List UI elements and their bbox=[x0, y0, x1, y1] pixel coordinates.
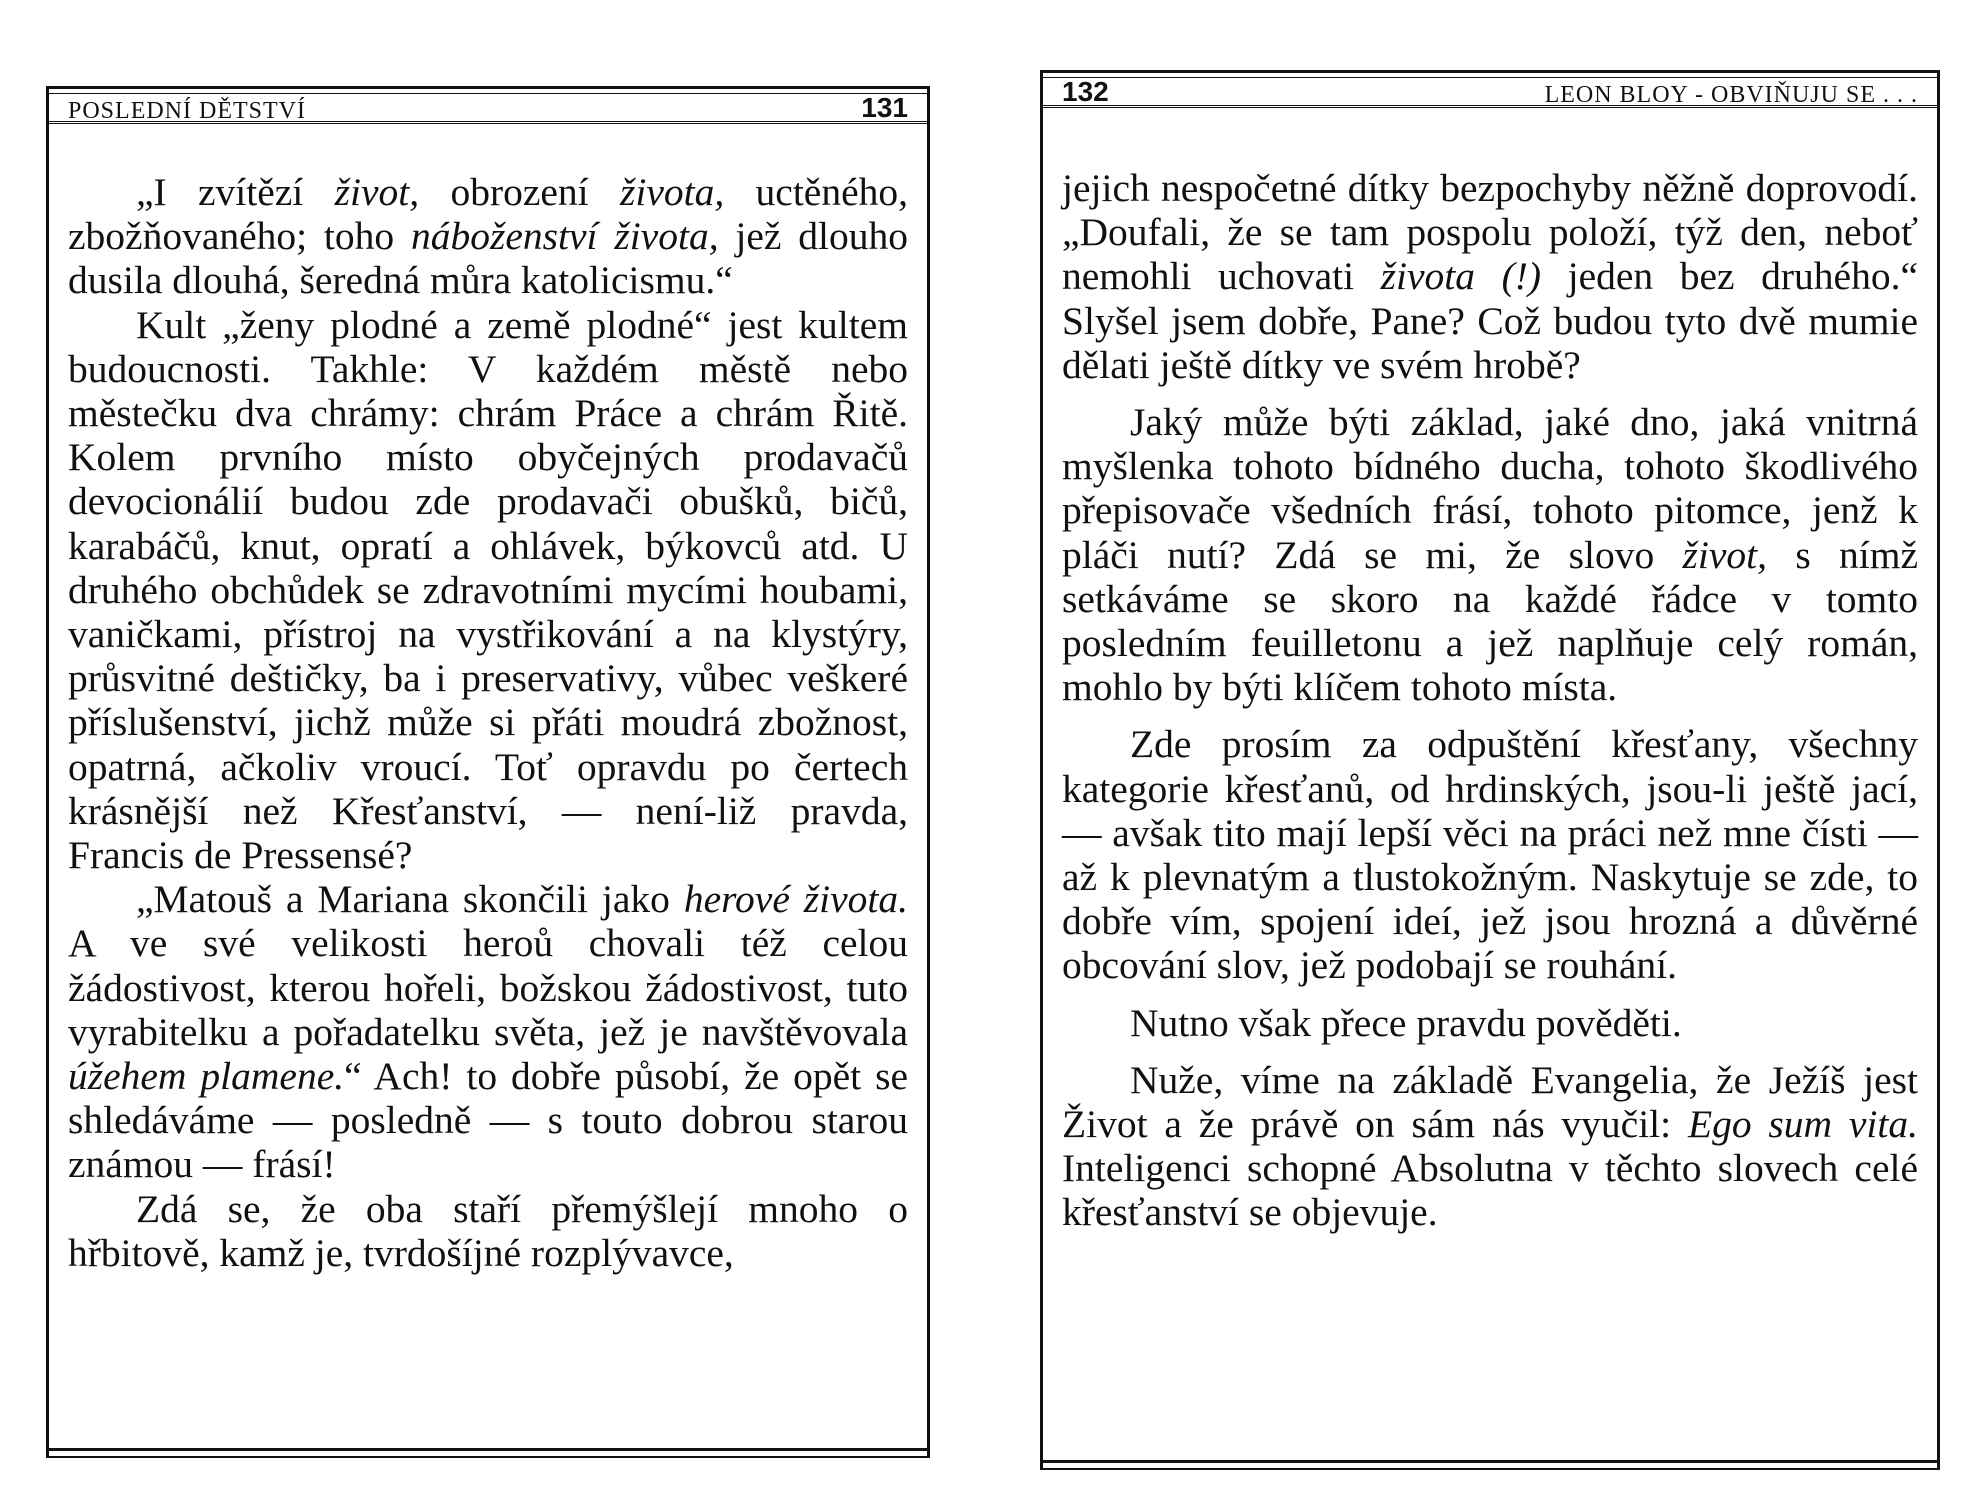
paragraph bbox=[1062, 1001, 1918, 1045]
paragraph bbox=[1062, 1058, 1918, 1235]
italic-run: úžehem plamene. bbox=[68, 1054, 345, 1099]
italic-run: život, bbox=[334, 170, 420, 214]
text-run: “ Ach! to dobře působí, že opět se shledáváme — posledně — s touto dobrou starou známou — frásí! bbox=[68, 1054, 908, 1187]
page-footer-rule bbox=[1040, 1460, 1940, 1470]
text-run: uctěného, zbožňovaného; toho bbox=[68, 170, 908, 259]
text-run: Jaký může býti základ, jaké dno, jaká vnitrná myšlenka tohoto bídného ducha, tohoto škodlivého přepisovače všedních frásí, tohoto pitomce, jenž k pláči nutí? Zdá se mi, že slovo bbox=[1062, 400, 1918, 577]
text-run: Nutno však přece pravdu pověděti. bbox=[1130, 1000, 1682, 1045]
text-run: jeden bez druhého.“ Slyšel jsem dobře, Pane? Což budou tyto dvě mumie dělati ještě dítky ve svém hrobě? bbox=[1062, 254, 1918, 387]
header-title: POSLEDNÍ DĚTSTVÍ bbox=[68, 98, 306, 124]
text-run: obrození bbox=[419, 170, 620, 214]
text-run: A ve své velikosti heroů chovali též celou žádostivost, kterou hořeli, božskou žádostivost, tuto vyrabitelku a pořadatelku světa, jež je navštěvovala bbox=[68, 921, 908, 1054]
running-header bbox=[1040, 70, 1940, 108]
italic-run: života (!) bbox=[1380, 254, 1542, 299]
text-run: jež dlouho dusila dlouhá, šeredná můra katolicismu.“ bbox=[68, 214, 909, 303]
body-text bbox=[68, 170, 908, 1275]
text-run: jejich nespočetné dítky bezpochyby něžně doprovodí. „Doufali, že se tam pospolu položí, týž den, neboť nemohli uchovati bbox=[1062, 166, 1918, 299]
paragraph bbox=[1062, 722, 1918, 987]
text-run: Nuže, víme na základě Evangelia, že Ježíš jest Život a že právě on sám nás vyučil: bbox=[1062, 1057, 1918, 1147]
right-page bbox=[1040, 70, 1940, 1470]
text-run: Kult „ženy plodné a země plodné“ jest kultem budoucnosti. Takhle: V každém městě nebo městečku dva chrámy: chrám Práce a chrám Řitě. Kolem prvního místo obyčejných prodavačů devocionálií budou zde prodavači obušků, bičů, karabáčů, knut, opratí a ohlávek, býkovců atd. U druhého obchůdek se zdravotními mycími houbami, vaničkami, přístroj na vystřikování a na klystýry, průsvitné deštičky, ba i preservativy, vůbec veškeré příslušenství, jichž může si přáti moudrá zbožnost, opatrná, ačkoliv vroucí. Toť opravdu po čertech krásnější než Křesťanství, — není-liž pravda, Francis de Pressensé? bbox=[68, 302, 908, 878]
left-page bbox=[46, 86, 930, 1458]
paragraph bbox=[68, 170, 908, 303]
italic-run: herové života. bbox=[683, 877, 908, 922]
page-number: 131 bbox=[861, 92, 908, 123]
paragraph bbox=[68, 877, 908, 1186]
page-number: 132 bbox=[1062, 76, 1109, 107]
text-run: Inteligenci schopné Absolutna v těchto slovech celé křesťanství se objevuje. bbox=[1062, 1146, 1918, 1235]
italic-run: náboženství života, bbox=[411, 214, 719, 259]
italic-run: Ego sum vita. bbox=[1687, 1102, 1918, 1147]
paragraph bbox=[1062, 400, 1918, 709]
running-header bbox=[46, 86, 930, 124]
text-run: „I zvítězí bbox=[136, 170, 335, 214]
header-title: LEON BLOY - OBVIŇUJU SE . . . bbox=[1544, 82, 1918, 108]
paragraph bbox=[68, 303, 908, 878]
page-footer-rule bbox=[46, 1448, 930, 1458]
text-run: s nímž setkáváme se skoro na každé řádce v tomto posledním feuilletonu a jež naplňuje celý román, mohlo by býti klíčem tohoto místa. bbox=[1062, 532, 1918, 710]
paragraph bbox=[68, 1187, 908, 1275]
body-text bbox=[1062, 166, 1918, 1235]
text-run: Zdá se, že oba staří přemýšlejí mnoho o hřbitově, kamž je, tvrdošíjné rozplývavce, bbox=[68, 1186, 908, 1275]
italic-run: život, bbox=[1682, 532, 1767, 577]
paragraph bbox=[1062, 166, 1918, 387]
text-run: Zde prosím za odpuštění křesťany, všechny kategorie křesťanů, od hrdinských, jsou-li ještě jací, — avšak tito mají lepší věci na práci než mne čísti — až k plevnatým a tlustokožným. Naskytuje se zde, to dobře vím, spojení ideí, jež jsou hrozná a důvěrné obcování slov, jež podobají se rouhání. bbox=[1062, 722, 1918, 988]
italic-run: života, bbox=[619, 170, 725, 214]
text-run: „Matouš a Mariana skončili jako bbox=[136, 877, 684, 922]
